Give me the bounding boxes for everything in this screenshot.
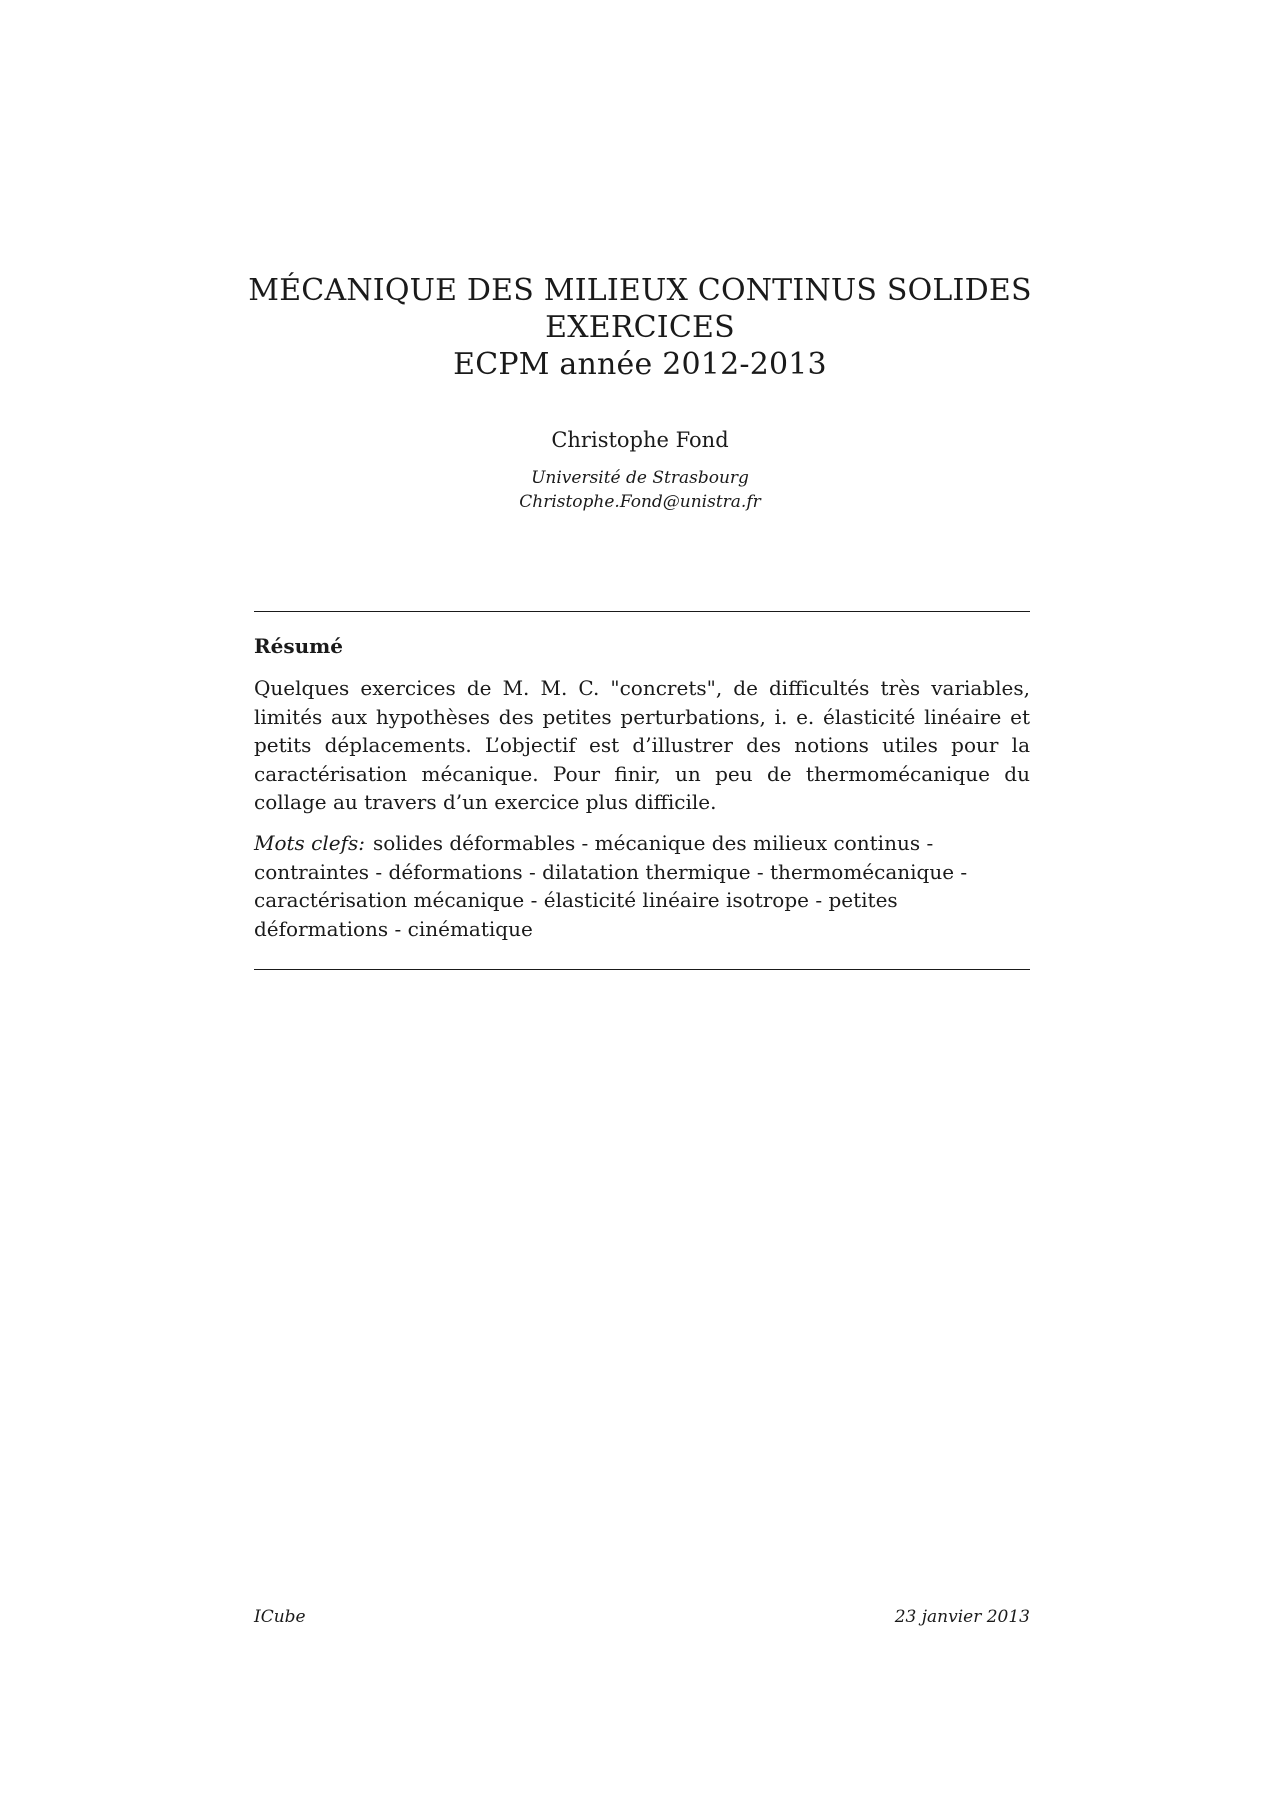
- abstract-section: [254, 632, 1030, 943]
- author-affiliation: [0, 466, 1280, 514]
- author-email: Christophe.Fond@unistra.fr: [519, 492, 761, 512]
- keywords-list: solides déformables - mécanique des milieux continus - contraintes - déformations - dilatation thermique - thermomécanique - caractérisation mécanique - élasticité linéaire isotrope - petites déformations - cinématique: [254, 830, 968, 941]
- abstract-text: Quelques exercices de M. M. C. "concrets", de difficultés très variables, limités aux hypothèses des petites perturbations, i. e. élasticité linéaire et petits déplacements. L’objectif est d’illustrer des notions utiles pour la caractérisation mécanique. Pour finir, un peu de thermomécanique du collage au travers d’un exercice plus difficile.: [254, 676, 1030, 815]
- title-line-2: EXERCICES: [545, 310, 735, 345]
- abstract-heading: Résumé: [254, 634, 344, 658]
- title-line-3: ECPM année 2012-2013: [453, 347, 827, 382]
- footer-lab: ICube: [254, 1607, 306, 1627]
- footer-date: 23 janvier 2013: [894, 1607, 1030, 1627]
- keywords: [254, 829, 1030, 943]
- title-line-1: MÉCANIQUE DES MILIEUX CONTINUS SOLIDES: [248, 273, 1032, 308]
- document-title: [0, 272, 1280, 383]
- author-name: Christophe Fond: [551, 428, 729, 452]
- abstract-bottom-rule: [254, 969, 1030, 970]
- keywords-label: Mots clefs:: [254, 830, 366, 855]
- author-institution: Université de Strasbourg: [531, 468, 749, 488]
- abstract-top-rule: [254, 611, 1030, 612]
